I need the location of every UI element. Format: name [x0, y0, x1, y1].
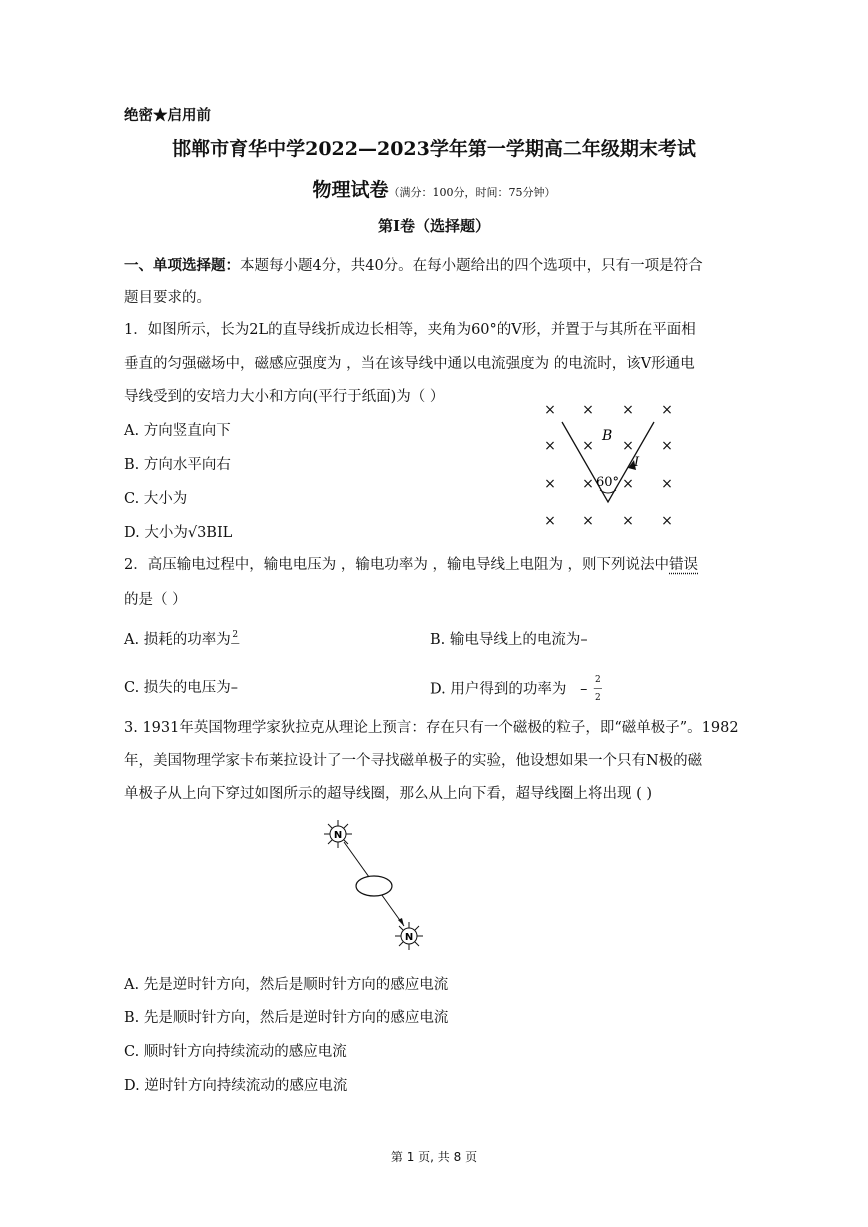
- q1-line3: 导线受到的安培力大小和方向(平行于纸面)为（ ）: [124, 389, 445, 405]
- q3-line2: 年，美国物理学家卡布莱拉设计了一个寻找磁单极子的实验，他设想如果一个只有N极的磁: [124, 753, 703, 769]
- field-cross: ×: [661, 438, 673, 454]
- q3-line1: 3. 1931年英国物理学家狄拉克从理论上预言：存在只有一个磁极的粒子，即“磁单极子”。1982: [124, 720, 739, 736]
- q2-option-d-text: D. 用户得到的功率为: [430, 681, 567, 698]
- field-cross: ×: [661, 402, 673, 418]
- q2-fraction: 2 —: [230, 630, 240, 649]
- field-cross: ×: [582, 438, 594, 454]
- label-i: I: [634, 455, 640, 470]
- q2-option-c-text: C. 损失的电压为: [124, 680, 231, 696]
- q2-option-a[interactable]: [124, 628, 240, 649]
- q2-fraction-d: 2 — 2: [593, 675, 603, 703]
- q2-sup: 2: [232, 630, 239, 640]
- field-cross: ×: [622, 513, 634, 529]
- q3-option-b[interactable]: B. 先是顺时针方向，然后是逆时针方向的感应电流: [124, 1010, 449, 1026]
- monopole-figure: [310, 808, 440, 968]
- q2-line1: [124, 553, 698, 574]
- q2-option-b-text: B. 输电导线上的电流为: [430, 632, 581, 648]
- q2-option-d[interactable]: D. 用户得到的功率为 –2 — 2: [430, 675, 603, 703]
- page-footer: 第 1 页, 共 8 页: [390, 1150, 478, 1164]
- field-cross: ×: [544, 438, 556, 454]
- q2-line1-text: 2．高压输电过程中，输电电压为 ，输电功率为 ，输电导线上电阻为 ，则下列说法中: [124, 557, 670, 573]
- label-angle: 60°: [596, 475, 620, 490]
- subject-note: （满分：100分，时间：75分钟）: [388, 186, 556, 199]
- q3-option-a[interactable]: A. 先是逆时针方向，然后是顺时针方向的感应电流: [124, 977, 449, 993]
- subject-line: [0, 175, 868, 202]
- section-intro-text: 本题每小题4分，共40分。在每小题给出的四个选项中，只有一项是符合: [240, 258, 703, 274]
- field-cross: ×: [544, 402, 556, 418]
- q2-option-c[interactable]: C. 损失的电压为–: [124, 680, 239, 696]
- superconducting-coil: [356, 876, 392, 896]
- section-heading: 一、单项选择题：: [124, 257, 240, 274]
- exam-title: 邯郸市育华中学2022—2023学年第一学期高二年级期末考试: [172, 138, 696, 160]
- q3-option-c[interactable]: C. 顺时针方向持续流动的感应电流: [124, 1044, 347, 1060]
- section-intro-cont: 题目要求的。: [124, 290, 211, 306]
- q3-option-d[interactable]: D. 逆时针方向持续流动的感应电流: [124, 1078, 348, 1094]
- q2-sup-d1: 2: [595, 675, 601, 685]
- q1-line2: 垂直的匀强磁场中，磁感应强度为 ，当在该导线中通以电流强度为 的电流时，该V形通电: [124, 356, 695, 372]
- field-cross: ×: [622, 476, 634, 492]
- magnetic-field-figure: [530, 394, 690, 534]
- field-cross: ×: [582, 476, 594, 492]
- section-intro: [124, 254, 703, 275]
- q3-line3: 单极子从上向下穿过如图所示的超导线圈，那么从上向下看，超导线圈上将出现 ( ): [124, 786, 653, 802]
- field-cross: ×: [622, 438, 634, 454]
- q1-line1: 1．如图所示，长为2L的直导线折成边长相等，夹角为60°的V形，并置于与其所在平面相: [124, 322, 696, 338]
- subject-title: 物理试卷: [312, 179, 389, 201]
- field-cross: ×: [582, 402, 594, 418]
- field-cross: ×: [582, 513, 594, 529]
- pole-label-top: N: [333, 830, 343, 841]
- field-cross: ×: [622, 402, 634, 418]
- q1-option-a[interactable]: A. 方向竖直向下: [124, 423, 231, 439]
- field-cross: ×: [661, 476, 673, 492]
- q2-line2: 的是（ ）: [124, 592, 187, 608]
- secret-label: 绝密★启用前: [124, 107, 211, 124]
- q2-sup-d2: 2: [595, 693, 601, 703]
- part-title: 第I卷（选择题）: [377, 217, 491, 235]
- label-b: B: [602, 428, 613, 444]
- q2-option-b[interactable]: B. 输电导线上的电流为–: [430, 632, 588, 648]
- field-cross: ×: [544, 476, 556, 492]
- pole-label-bottom: N: [404, 932, 414, 943]
- q1-option-b[interactable]: B. 方向水平向右: [124, 457, 231, 473]
- field-cross: ×: [544, 513, 556, 529]
- q1-option-c[interactable]: C. 大小为: [124, 491, 188, 507]
- q2-option-a-text: A. 损耗的功率为: [124, 632, 231, 648]
- field-cross: ×: [661, 513, 673, 529]
- q1-option-d[interactable]: D. 大小为√3BIL: [124, 525, 233, 541]
- q2-emphasis: 错误: [669, 557, 699, 573]
